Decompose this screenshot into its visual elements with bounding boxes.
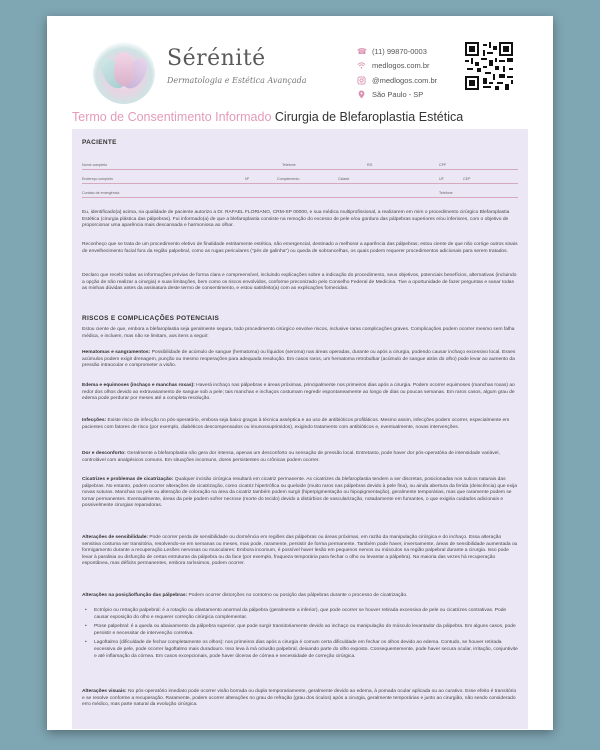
palpebra-bullet-list xyxy=(82,608,518,663)
intro-paragraph-2: Reconheço que se trata de um procedimento eletivo de finalidade estritamente estética, não emergencial, destinado a melhorar a aparência das pálpebras; estou ciente de que não corrige outros sinais de envelhecimento facial fora da região palpebral, como as rugas periculares ("pés de galinha") ou queda de sobrancelhas, os quais podem requerer procedimentos adicionais para serem tratados. xyxy=(82,242,518,254)
risk-item-hematomas: Hematomas e sangramentos: Possibilidade de acúmulo de sangue (hematoma) ou líquidos (seroma) nas áreas operadas, durante ou após a cirurgia, podendo causar inchaço excessivo local. Esses acúmulos podem exigir drenagem, punção ou mesmo reoperações para adequada resolução. Em casos raros, um hematoma retrobulbar (acúmulo de sangue atrás do olho) pode levar ao aumento da pressão intraocular e comprometer a visão. xyxy=(82,350,516,369)
risks-heading: RISCOS E COMPLICAÇÕES POTENCIAIS xyxy=(82,315,220,322)
field-telefone-emergencia[interactable]: Telefone xyxy=(439,191,453,195)
patient-row-2 xyxy=(82,173,518,184)
field-complemento[interactable]: Complemento xyxy=(277,177,300,181)
list-item: • Lagoftalmo (dificuldade de fechar completamente os olhos): nos primeiros dias após a cirurgia é comum certa dificuldade em fechar os olhos devido ao edema. Contudo, se houver retirada excessiva de pele, pode ocorrer lagoftalmo mais duradouro. Isso leva à má oclusão palpebral, deixando parte do olho exposto. Consequentemente, pode haver secura ocular, irritação, conjuntivite e até inflamação da córnea. Em casos excepcionais, pode haver úlceras de córnea e necessidade de correção cirúrgica. xyxy=(82,640,518,660)
field-cidade[interactable]: Cidade xyxy=(338,177,350,181)
contact-instagram[interactable]: @medlogos.com.br xyxy=(357,73,497,87)
field-cpf[interactable]: CPF xyxy=(439,163,447,167)
risk-item-posicao-palpebras: Alterações na posição/função das pálpebras: Podem ocorrer distorções no contorno ou posição das pálpebras durante o processo de cicatrização. xyxy=(82,593,408,598)
risk-item-sensibilidade: Alterações de sensibilidade: Pode ocorrer perda de sensibilidade ou dormência em regiões das pálpebras ou áreas próximas, em razão da manipulação cirúrgica e do inchaço. Essa alteração sensitiva costuma ser transitória, resolvendo-se em semanas ou meses, mas pode, raramente, persistir de forma permanente. Também pode haver, inversamente, áreas de sensibilidade aumentada ou formigamento durante a recuperação.Lesões nervosas ou musculares: Embora incomum, é possível haver lesão em pequenos nervos ou músculos na região palpebral durante a cirurgia. Isso pode levar à paralisia ou disfunção de certas estruturas da pálpebra ou da face (por exemplo, fraqueza temporária para fechar o olho ou levantar a pálpebra). Na maioria das vezes há recuperação espontânea, mas déficits permanentes, embora raríssimos, podem ocorrer. xyxy=(82,535,518,567)
consent-document xyxy=(47,16,553,730)
intro-paragraph-1: Eu, identificado(a) acima, na qualidade de paciente autorizo a Dr. RAFAEL FLORIANO, CRM-SP 00000, e sua médica multiprofissional, a realizarem em mim o procedimento cirúrgico Blefaroplastia Estética (cirurgia plástica das pálpebras). Fui informado(a) de que a blefaroplastia consiste na remoção do excesso de pele e/ou gordura das pálpebras superiores e/ou inferiores, com o objetivo de proporcionar uma aparência mais descansada e harmoniosa ao olhar. xyxy=(82,210,510,229)
risk-item-visuais: Alterações visuais: No pós-operatório imediato pode ocorrer visão borrada ou dupla temporariamente, geralmente devido ao edema, à pomada ocular aplicada ou ao curativo. Esse efeito é transitório e se resolve conforme a recuperação. Raramente, podem ocorrer alterações no grau de refração (grau dos óculos) após a cirurgia, geralmente temporárias e junto ao cirurgião, não sendo considerado erro médico, mas parte natural da evolução cirúrgica. xyxy=(82,689,517,708)
patient-row-1 xyxy=(82,159,518,170)
contact-website[interactable]: medlogos.com.br xyxy=(357,59,497,73)
risk-item-dor: Dor e desconforto: Geralmente a blefaroplastia não gera dor intensa, apenas um desconforto ou sensação de pressão local. Entretanto, pode haver dor pós-operatória de intensidade variável, controlável com analgésicos comuns. Em situações incomuns, dores persistentes ou crônicas podem ocorrer. xyxy=(82,451,500,463)
risk-item-infeccoes: Infecções: Existe risco de infecção no pós-operatório, embora seja baixo graças à técnica asséptica e ao uso de antibióticos profiláticos. Mesmo assim, infecções podem ocorrer, especialmente em pacientes com fatores de risco (por exemplo, diabéticos descompensados ou imunossuprimidos), exigindo tratamento com antibióticos e, eventualmente, novas intervenções. xyxy=(82,418,510,430)
patient-heading: PACIENTE xyxy=(82,139,117,146)
risk-item-cicatrizes: Cicatrizes e problemas de cicatrização: Qualquer incisão cirúrgica resultará em cicatriz permanente. As cicatrizes da blefaroplastia tendem a ser discretas, posicionadas nos sulcos naturais das pálpebras. No entanto, podem ocorrer alterações de cicatrização, como cicatriz hipertrófica ou queloide (muito raros nas pálpebras devido à pele fina), ou ainda abertura da ferida (deiscência) que exija novas suturas. Manchas na pele ou alteração de coloração na área da cicatriz também podem surgir (hiperpigmentação ou hipopigmentação), geralmente temporárias, mas que raramente podem se tornar permanentes. Eventualmente, áreas da pele podem sofrer necrose (morte do tecido) devido a distúrbios de vascularização, notadamente em fumantes, o que exigiria cuidados adicionais e possivelmente cirurgias reparadoras. xyxy=(82,477,517,509)
field-uf[interactable]: UF xyxy=(439,177,444,181)
field-emergencia[interactable]: Contato de emergência xyxy=(82,191,120,195)
instagram-icon xyxy=(357,76,366,85)
location-pin-icon xyxy=(357,90,366,99)
content-panel xyxy=(72,129,528,729)
field-cep[interactable]: CEP xyxy=(463,177,471,181)
field-nome[interactable]: Nome completo xyxy=(82,163,108,167)
title-main: Cirurgia de Blefaroplastia Estética xyxy=(274,110,464,124)
contact-phone: ☎ (11) 99870-0003 xyxy=(357,46,427,56)
list-item: • Ptose palpebral: é a queda ou abaixamento da pálpebra superior, que pode surgir transitoriamente devido ao inchaço ou manipulação do músculo levantador da pálpebra. Em alguns casos, pode persistir e necessitar de intervenção corretiva. xyxy=(82,624,518,637)
wifi-icon xyxy=(357,61,366,70)
lotus-logo-icon xyxy=(93,42,155,104)
field-numero[interactable]: Nº xyxy=(245,177,249,181)
field-rg[interactable]: RG xyxy=(367,163,373,167)
phone-icon: ☎ xyxy=(357,46,367,56)
title-prefix: Termo de Consentimento Informado xyxy=(72,110,272,124)
risk-item-edema: Edema e equimoses (inchaço e manchas roxas): Haverá inchaço nas pálpebras e áreas próximas, principalmente nos primeiros dias após a cirurgia. Podem ocorrer equimoses (manchas roxas) ao redor dos olhos devido ao extravasamento de sangue sob a pele; tais manchas e inchaços costumam regredir espontaneamente ao longo de dias ou poucas semanas. Em raros casos, algum grau de edema pode perdurar por meses até a completa resolução. xyxy=(82,383,515,402)
brand-name: Sérénité xyxy=(167,46,266,71)
page-title xyxy=(72,110,463,124)
field-endereco[interactable]: Endereço completo xyxy=(82,177,113,181)
qr-code-icon[interactable] xyxy=(465,42,513,90)
risks-lead: Estou ciente de que, embora a blefaroplastia seja geralmente segura, todo procedimento cirúrgico envolve riscos, inclusive raras complicações graves. Complicações podem ocorrer mesmo sem falha médica, e incluem, mas não se limitam, aos itens a seguir: xyxy=(82,327,515,339)
contact-location: São Paulo - SP xyxy=(357,88,497,102)
intro-paragraph-3: Declaro que recebi todas as informações prévias de forma clara e compreensível, incluindo explicações sobre a indicação do procedimento, seus objetivos, potenciais benefícios, alternativas (incluindo a opção de não realizar a cirurgia) e suas limitações, bem como os riscos envolvidos, conforme preconizado pelo Conselho Federal de Medicina. Tive a oportunidade de fazer perguntas e sanar todas as minhas dúvidas antes da assinatura deste termo de consentimento, e estou satisfeito(a) com as explicações fornecidas. xyxy=(82,273,517,292)
list-item: • Ectrópio ou retração palpebral: é a rotação ou afastamento anormal da pálpebra (geralmente a inferior), que pode ocorrer se houver retirada excessiva de pele ou cicatrizes contrativas. Pode causar exposição do olho e requerer correção cirúrgica complementar. xyxy=(82,608,518,621)
brand-tagline: Dermatologia e Estética Avançada xyxy=(167,76,307,85)
patient-row-3 xyxy=(82,187,518,198)
field-telefone[interactable]: Telefone xyxy=(282,163,296,167)
